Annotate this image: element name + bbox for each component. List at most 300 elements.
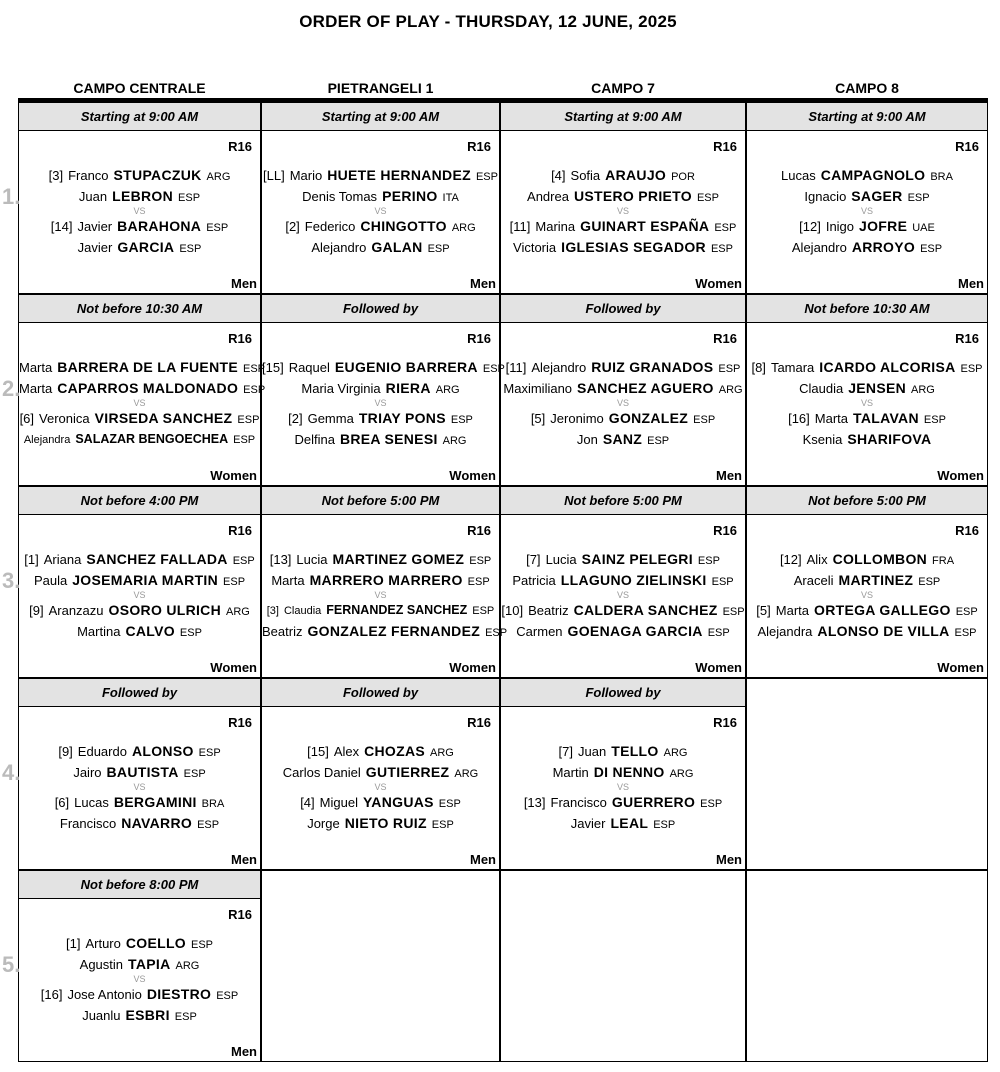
player-country: ESP bbox=[233, 434, 256, 446]
player-seed: [LL] bbox=[263, 168, 285, 183]
player-country: ESP bbox=[653, 819, 676, 831]
player-last-name: ORTEGA GALLEGO bbox=[814, 602, 951, 618]
player-seed: [5] bbox=[530, 411, 546, 426]
player-seed: [3] bbox=[48, 168, 64, 183]
player-first-name: Marta bbox=[814, 411, 849, 426]
player-country: ESP bbox=[431, 819, 454, 831]
round-label: R16 bbox=[228, 907, 252, 922]
time-slot: Not before 8:00 PM bbox=[19, 871, 260, 899]
round-label: R16 bbox=[713, 331, 737, 346]
time-slot: Followed by bbox=[262, 679, 499, 707]
player-first-name: Juan bbox=[578, 744, 607, 759]
player-first-name: Maria Virginia bbox=[301, 381, 381, 396]
player-line bbox=[501, 357, 745, 378]
player-last-name: BERGAMINI bbox=[113, 794, 197, 810]
player-seed: [10] bbox=[501, 603, 524, 618]
category-label: Women bbox=[695, 660, 742, 675]
round-label: R16 bbox=[467, 139, 491, 154]
match-details bbox=[747, 131, 987, 293]
round-label: R16 bbox=[713, 523, 737, 538]
empty-cell bbox=[500, 870, 746, 1062]
round-label: R16 bbox=[955, 139, 979, 154]
player-country: ESP bbox=[197, 819, 220, 831]
player-line bbox=[19, 762, 260, 783]
player-first-name: Eduardo bbox=[77, 744, 127, 759]
player-last-name: ALONSO DE VILLA bbox=[817, 623, 950, 639]
player-line bbox=[19, 954, 260, 975]
players-block bbox=[19, 549, 260, 642]
player-first-name: Alix bbox=[806, 552, 828, 567]
player-country: ESP bbox=[711, 576, 734, 588]
player-line bbox=[501, 762, 745, 783]
player-line bbox=[19, 741, 260, 762]
player-seed: [15] bbox=[307, 744, 329, 759]
player-line bbox=[262, 813, 499, 834]
match-details bbox=[19, 131, 260, 293]
player-last-name: EUGENIO BARRERA bbox=[334, 359, 478, 375]
player-first-name: Francisco bbox=[59, 816, 117, 831]
match-cell[interactable] bbox=[261, 486, 508, 678]
player-line bbox=[501, 408, 745, 429]
player-seed: [7] bbox=[526, 552, 541, 567]
player-line bbox=[501, 165, 745, 186]
player-first-name: Javier bbox=[77, 240, 113, 255]
vs-separator: VS bbox=[374, 782, 387, 792]
player-last-name: USTERO PRIETO bbox=[573, 188, 692, 204]
player-first-name: Alex bbox=[333, 744, 360, 759]
court-header: CAMPO CENTRALE bbox=[73, 80, 206, 96]
player-line bbox=[19, 792, 260, 813]
player-last-name: OSORO ULRICH bbox=[108, 602, 222, 618]
match-cell[interactable] bbox=[500, 102, 746, 294]
player-last-name: LLAGUNO ZIELINSKI bbox=[560, 572, 707, 588]
player-seed: [12] bbox=[799, 219, 821, 234]
player-last-name: BREA SENESI bbox=[339, 431, 438, 447]
players-block bbox=[747, 165, 987, 258]
category-label: Women bbox=[449, 660, 496, 675]
player-first-name: Victoria bbox=[513, 240, 557, 255]
round-label: R16 bbox=[228, 139, 252, 154]
player-last-name: ALONSO bbox=[131, 743, 194, 759]
player-first-name: Carlos Daniel bbox=[282, 765, 361, 780]
player-line bbox=[262, 429, 499, 450]
player-last-name: TELLO bbox=[611, 743, 659, 759]
player-first-name: Alejandra bbox=[23, 434, 71, 446]
player-line bbox=[262, 186, 499, 207]
player-country: ARG bbox=[454, 768, 479, 780]
player-country: ESP bbox=[485, 627, 508, 639]
player-country: ESP bbox=[718, 363, 741, 375]
player-last-name: GUERRERO bbox=[611, 794, 696, 810]
players-block bbox=[19, 741, 260, 834]
row-number: 4. bbox=[2, 760, 21, 785]
category-label: Men bbox=[470, 276, 496, 291]
match-cell[interactable] bbox=[500, 678, 746, 870]
players-block bbox=[501, 357, 745, 450]
match-details bbox=[501, 707, 745, 869]
players-block bbox=[501, 549, 745, 642]
player-line bbox=[747, 165, 987, 186]
players-block bbox=[262, 357, 505, 450]
match-cell[interactable] bbox=[746, 486, 988, 678]
vs-separator: VS bbox=[133, 206, 146, 216]
player-first-name: Claudia bbox=[799, 381, 844, 396]
empty-cell bbox=[746, 678, 988, 870]
player-first-name: Andrea bbox=[527, 189, 569, 204]
player-first-name: Claudia bbox=[283, 605, 322, 617]
player-first-name: Jeronimo bbox=[550, 411, 604, 426]
match-cell[interactable] bbox=[18, 102, 261, 294]
player-first-name: Ignacio bbox=[804, 189, 847, 204]
round-label: R16 bbox=[228, 523, 252, 538]
player-last-name: SHARIFOVA bbox=[847, 431, 932, 447]
player-country: ESP bbox=[438, 798, 461, 810]
player-country: ARG bbox=[718, 384, 743, 396]
player-first-name: Lucas bbox=[781, 168, 816, 183]
player-last-name: SANCHEZ AGUERO bbox=[577, 380, 714, 396]
match-details bbox=[501, 515, 745, 677]
player-line bbox=[19, 216, 260, 237]
player-last-name: GUTIERREZ bbox=[365, 764, 450, 780]
player-country: ESP bbox=[710, 243, 733, 255]
player-country: BRA bbox=[930, 171, 953, 183]
round-label: R16 bbox=[228, 715, 252, 730]
player-last-name: ESBRI bbox=[125, 1007, 170, 1023]
category-label: Men bbox=[470, 852, 496, 867]
player-last-name: COELLO bbox=[125, 935, 186, 951]
player-country: ESP bbox=[237, 414, 260, 426]
match-cell[interactable] bbox=[746, 102, 988, 294]
player-seed: [4] bbox=[300, 795, 315, 810]
player-line bbox=[19, 933, 260, 954]
player-line bbox=[19, 570, 260, 591]
player-first-name: Carmen bbox=[516, 624, 563, 639]
player-seed: [12] bbox=[779, 552, 802, 567]
player-last-name: ICARDO ALCORISA bbox=[819, 359, 956, 375]
player-first-name: Francisco bbox=[550, 795, 607, 810]
player-country: ESP bbox=[174, 1011, 197, 1023]
player-seed: [16] bbox=[40, 987, 63, 1002]
player-country: ARG bbox=[911, 384, 935, 396]
player-line bbox=[501, 216, 745, 237]
player-last-name: RUIZ GRANADOS bbox=[591, 359, 714, 375]
player-country: ESP bbox=[223, 576, 246, 588]
player-country: ESP bbox=[198, 747, 221, 759]
player-first-name: Alejandro bbox=[311, 240, 367, 255]
player-last-name: CHINGOTTO bbox=[360, 218, 447, 234]
vs-separator: VS bbox=[616, 782, 629, 792]
category-label: Women bbox=[937, 660, 984, 675]
player-country: ESP bbox=[955, 606, 978, 618]
match-details bbox=[19, 707, 260, 869]
player-first-name: Alejandro bbox=[531, 360, 587, 375]
category-label: Men bbox=[958, 276, 984, 291]
player-last-name: GUINART ESPAÑA bbox=[580, 218, 710, 234]
player-first-name: Marta bbox=[271, 573, 305, 588]
time-slot: Starting at 9:00 AM bbox=[747, 103, 987, 131]
player-first-name: Juan bbox=[78, 189, 108, 204]
player-line bbox=[19, 1005, 260, 1026]
vs-separator: VS bbox=[860, 206, 873, 216]
player-country: ESP bbox=[179, 243, 202, 255]
player-last-name: DIESTRO bbox=[146, 986, 212, 1002]
player-country: ESP bbox=[450, 414, 473, 426]
player-last-name: SALAZAR BENGOECHEA bbox=[75, 432, 229, 446]
player-first-name: Martina bbox=[77, 624, 121, 639]
round-label: R16 bbox=[467, 715, 491, 730]
category-label: Men bbox=[231, 1044, 257, 1059]
player-seed: [15] bbox=[262, 360, 284, 375]
time-slot: Not before 10:30 AM bbox=[19, 295, 260, 323]
schedule-row bbox=[2, 102, 988, 294]
time-slot: Followed by bbox=[262, 295, 499, 323]
schedule-row bbox=[2, 870, 988, 1062]
player-first-name: Franco bbox=[68, 168, 109, 183]
player-country: ESP bbox=[482, 363, 505, 375]
player-first-name: Denis Tomas bbox=[302, 189, 378, 204]
match-cell[interactable] bbox=[746, 294, 988, 486]
player-country: ARG bbox=[663, 747, 688, 759]
row-number: 2. bbox=[2, 376, 21, 401]
player-country: ARG bbox=[430, 747, 454, 759]
player-last-name: BAUTISTA bbox=[106, 764, 179, 780]
player-first-name: Aranzazu bbox=[48, 603, 104, 618]
time-slot: Starting at 9:00 AM bbox=[262, 103, 499, 131]
player-first-name: Delfina bbox=[294, 432, 335, 447]
match-details bbox=[262, 323, 505, 485]
row-number: 5. bbox=[2, 952, 21, 977]
player-first-name: Lucia bbox=[545, 552, 577, 567]
player-country: ARG bbox=[451, 222, 476, 234]
match-cell[interactable] bbox=[261, 294, 505, 486]
vs-separator: VS bbox=[860, 590, 873, 600]
player-country: ESP bbox=[707, 627, 730, 639]
player-country: ESP bbox=[243, 384, 266, 396]
vs-separator: VS bbox=[374, 590, 387, 600]
player-country: ESP bbox=[907, 192, 930, 204]
player-line bbox=[747, 549, 987, 570]
player-country: ESP bbox=[696, 192, 719, 204]
player-first-name: Marina bbox=[535, 219, 576, 234]
player-first-name: Martin bbox=[552, 765, 589, 780]
player-first-name: Lucas bbox=[74, 795, 109, 810]
match-details bbox=[19, 899, 260, 1061]
player-first-name: Patricia bbox=[512, 573, 556, 588]
match-cell[interactable] bbox=[500, 294, 746, 486]
player-first-name: Juanlu bbox=[82, 1008, 121, 1023]
player-last-name: GALAN bbox=[371, 239, 423, 255]
category-label: Women bbox=[695, 276, 742, 291]
match-cell[interactable] bbox=[500, 486, 746, 678]
player-line bbox=[747, 216, 987, 237]
player-line bbox=[19, 429, 260, 450]
player-country: ESP bbox=[714, 222, 737, 234]
player-line bbox=[19, 378, 266, 399]
player-line bbox=[501, 741, 745, 762]
player-line bbox=[19, 549, 260, 570]
player-last-name: GONZALEZ FERNANDEZ bbox=[307, 623, 481, 639]
player-first-name: Alejandra bbox=[757, 624, 813, 639]
player-country: ESP bbox=[697, 555, 720, 567]
player-country: ITA bbox=[442, 192, 459, 204]
player-first-name: Ariana bbox=[43, 552, 82, 567]
player-line bbox=[747, 570, 987, 591]
player-first-name: Araceli bbox=[793, 573, 834, 588]
player-last-name: NIETO RUIZ bbox=[344, 815, 427, 831]
player-country: ESP bbox=[693, 414, 716, 426]
player-country: ESP bbox=[191, 939, 214, 951]
player-country: BRA bbox=[201, 798, 225, 810]
match-cell[interactable] bbox=[18, 678, 261, 870]
player-country: ARG bbox=[175, 960, 200, 972]
round-label: R16 bbox=[713, 715, 737, 730]
player-line bbox=[262, 237, 499, 258]
time-slot: Starting at 9:00 AM bbox=[501, 103, 745, 131]
time-slot: Not before 4:00 PM bbox=[19, 487, 260, 515]
player-seed: [6] bbox=[19, 411, 35, 426]
player-last-name: PERINO bbox=[382, 188, 438, 204]
players-block bbox=[501, 741, 745, 834]
player-last-name: NAVARRO bbox=[121, 815, 193, 831]
row-number: 1. bbox=[2, 184, 21, 209]
player-last-name: IGLESIAS SEGADOR bbox=[561, 239, 706, 255]
time-slot: Followed by bbox=[19, 679, 260, 707]
match-cell[interactable] bbox=[261, 678, 500, 870]
player-line bbox=[747, 186, 987, 207]
player-last-name: TAPIA bbox=[128, 956, 171, 972]
schedule-row bbox=[2, 678, 988, 870]
match-cell[interactable] bbox=[261, 102, 500, 294]
player-last-name: LEBRON bbox=[112, 188, 174, 204]
player-first-name: Javier bbox=[570, 816, 606, 831]
schedule-row bbox=[2, 294, 988, 486]
vs-separator: VS bbox=[374, 398, 387, 408]
match-details bbox=[262, 515, 508, 677]
player-country: ESP bbox=[183, 768, 206, 780]
player-last-name: GARCIA bbox=[117, 239, 175, 255]
player-last-name: VIRSEDA SANCHEZ bbox=[94, 410, 233, 426]
player-country: UAE bbox=[912, 222, 935, 234]
round-label: R16 bbox=[955, 331, 979, 346]
player-country: ESP bbox=[918, 576, 941, 588]
player-last-name: DI NENNO bbox=[593, 764, 665, 780]
player-last-name: CHOZAS bbox=[364, 743, 426, 759]
player-first-name: Marta bbox=[19, 360, 53, 375]
player-seed: [9] bbox=[29, 603, 44, 618]
players-block bbox=[262, 165, 499, 258]
player-country: ESP bbox=[206, 222, 229, 234]
players-block bbox=[19, 933, 260, 1026]
player-line bbox=[501, 378, 745, 399]
player-last-name: ARAUJO bbox=[605, 167, 667, 183]
player-last-name: LEAL bbox=[610, 815, 649, 831]
player-first-name: Jose Antonio bbox=[67, 987, 142, 1002]
player-last-name: JENSEN bbox=[848, 380, 907, 396]
player-first-name: Jon bbox=[576, 432, 598, 447]
player-line bbox=[19, 357, 265, 378]
player-last-name: HUETE HERNANDEZ bbox=[327, 167, 471, 183]
player-first-name: Tamara bbox=[770, 360, 815, 375]
match-details bbox=[501, 323, 745, 485]
player-first-name: Sofia bbox=[570, 168, 601, 183]
vs-separator: VS bbox=[133, 974, 146, 984]
empty-cell bbox=[261, 870, 500, 1062]
player-country: ARG bbox=[206, 171, 231, 183]
player-line bbox=[19, 600, 260, 621]
player-last-name: SANCHEZ FALLADA bbox=[86, 551, 228, 567]
round-label: R16 bbox=[228, 331, 252, 346]
category-label: Men bbox=[231, 852, 257, 867]
time-slot: Not before 5:00 PM bbox=[747, 487, 987, 515]
round-label: R16 bbox=[713, 139, 737, 154]
player-seed: [13] bbox=[269, 552, 292, 567]
player-seed: [4] bbox=[551, 168, 566, 183]
player-last-name: BARRERA DE LA FUENTE bbox=[57, 359, 238, 375]
player-seed: [16] bbox=[788, 411, 810, 426]
player-last-name: CAMPAGNOLO bbox=[820, 167, 926, 183]
player-line bbox=[262, 165, 499, 186]
court-header: CAMPO 7 bbox=[591, 80, 655, 96]
player-line bbox=[747, 408, 987, 429]
player-line bbox=[501, 237, 745, 258]
match-details bbox=[19, 515, 260, 677]
player-first-name: Veronica bbox=[39, 411, 90, 426]
match-cell[interactable] bbox=[18, 294, 266, 486]
player-country: ESP bbox=[475, 171, 498, 183]
player-country: ARG bbox=[442, 435, 467, 447]
player-line bbox=[262, 408, 499, 429]
player-seed: [6] bbox=[54, 795, 70, 810]
player-first-name: Raquel bbox=[288, 360, 330, 375]
players-block bbox=[747, 357, 987, 450]
player-line bbox=[501, 549, 745, 570]
player-country: ESP bbox=[920, 243, 943, 255]
player-country: ESP bbox=[700, 798, 723, 810]
player-first-name: Jairo bbox=[73, 765, 102, 780]
player-seed: [2] bbox=[288, 411, 303, 426]
match-cell[interactable] bbox=[18, 486, 261, 678]
players-block bbox=[19, 357, 266, 450]
player-last-name: SAGER bbox=[851, 188, 903, 204]
player-country: ESP bbox=[232, 555, 255, 567]
player-first-name: Maximiliano bbox=[503, 381, 573, 396]
category-label: Women bbox=[210, 660, 257, 675]
vs-separator: VS bbox=[374, 206, 387, 216]
player-line bbox=[262, 570, 499, 591]
time-slot: Followed by bbox=[501, 679, 745, 707]
player-last-name: FERNANDEZ SANCHEZ bbox=[326, 603, 468, 617]
match-cell[interactable] bbox=[18, 870, 261, 1062]
player-seed: [13] bbox=[523, 795, 546, 810]
player-first-name: Marta bbox=[775, 603, 809, 618]
player-line bbox=[19, 237, 260, 258]
player-last-name: ARROYO bbox=[851, 239, 916, 255]
player-line bbox=[19, 984, 260, 1005]
player-line bbox=[19, 408, 260, 429]
row-number: 3. bbox=[2, 568, 21, 593]
player-first-name: Marta bbox=[19, 381, 53, 396]
player-line bbox=[262, 549, 499, 570]
player-last-name: CALVO bbox=[125, 623, 175, 639]
player-country: ESP bbox=[472, 605, 495, 617]
player-line bbox=[501, 570, 745, 591]
vs-separator: VS bbox=[616, 206, 629, 216]
player-country: ESP bbox=[467, 576, 490, 588]
vs-separator: VS bbox=[616, 590, 629, 600]
player-line bbox=[747, 378, 987, 399]
player-last-name: GOENAGA GARCIA bbox=[567, 623, 703, 639]
vs-separator: VS bbox=[133, 590, 146, 600]
